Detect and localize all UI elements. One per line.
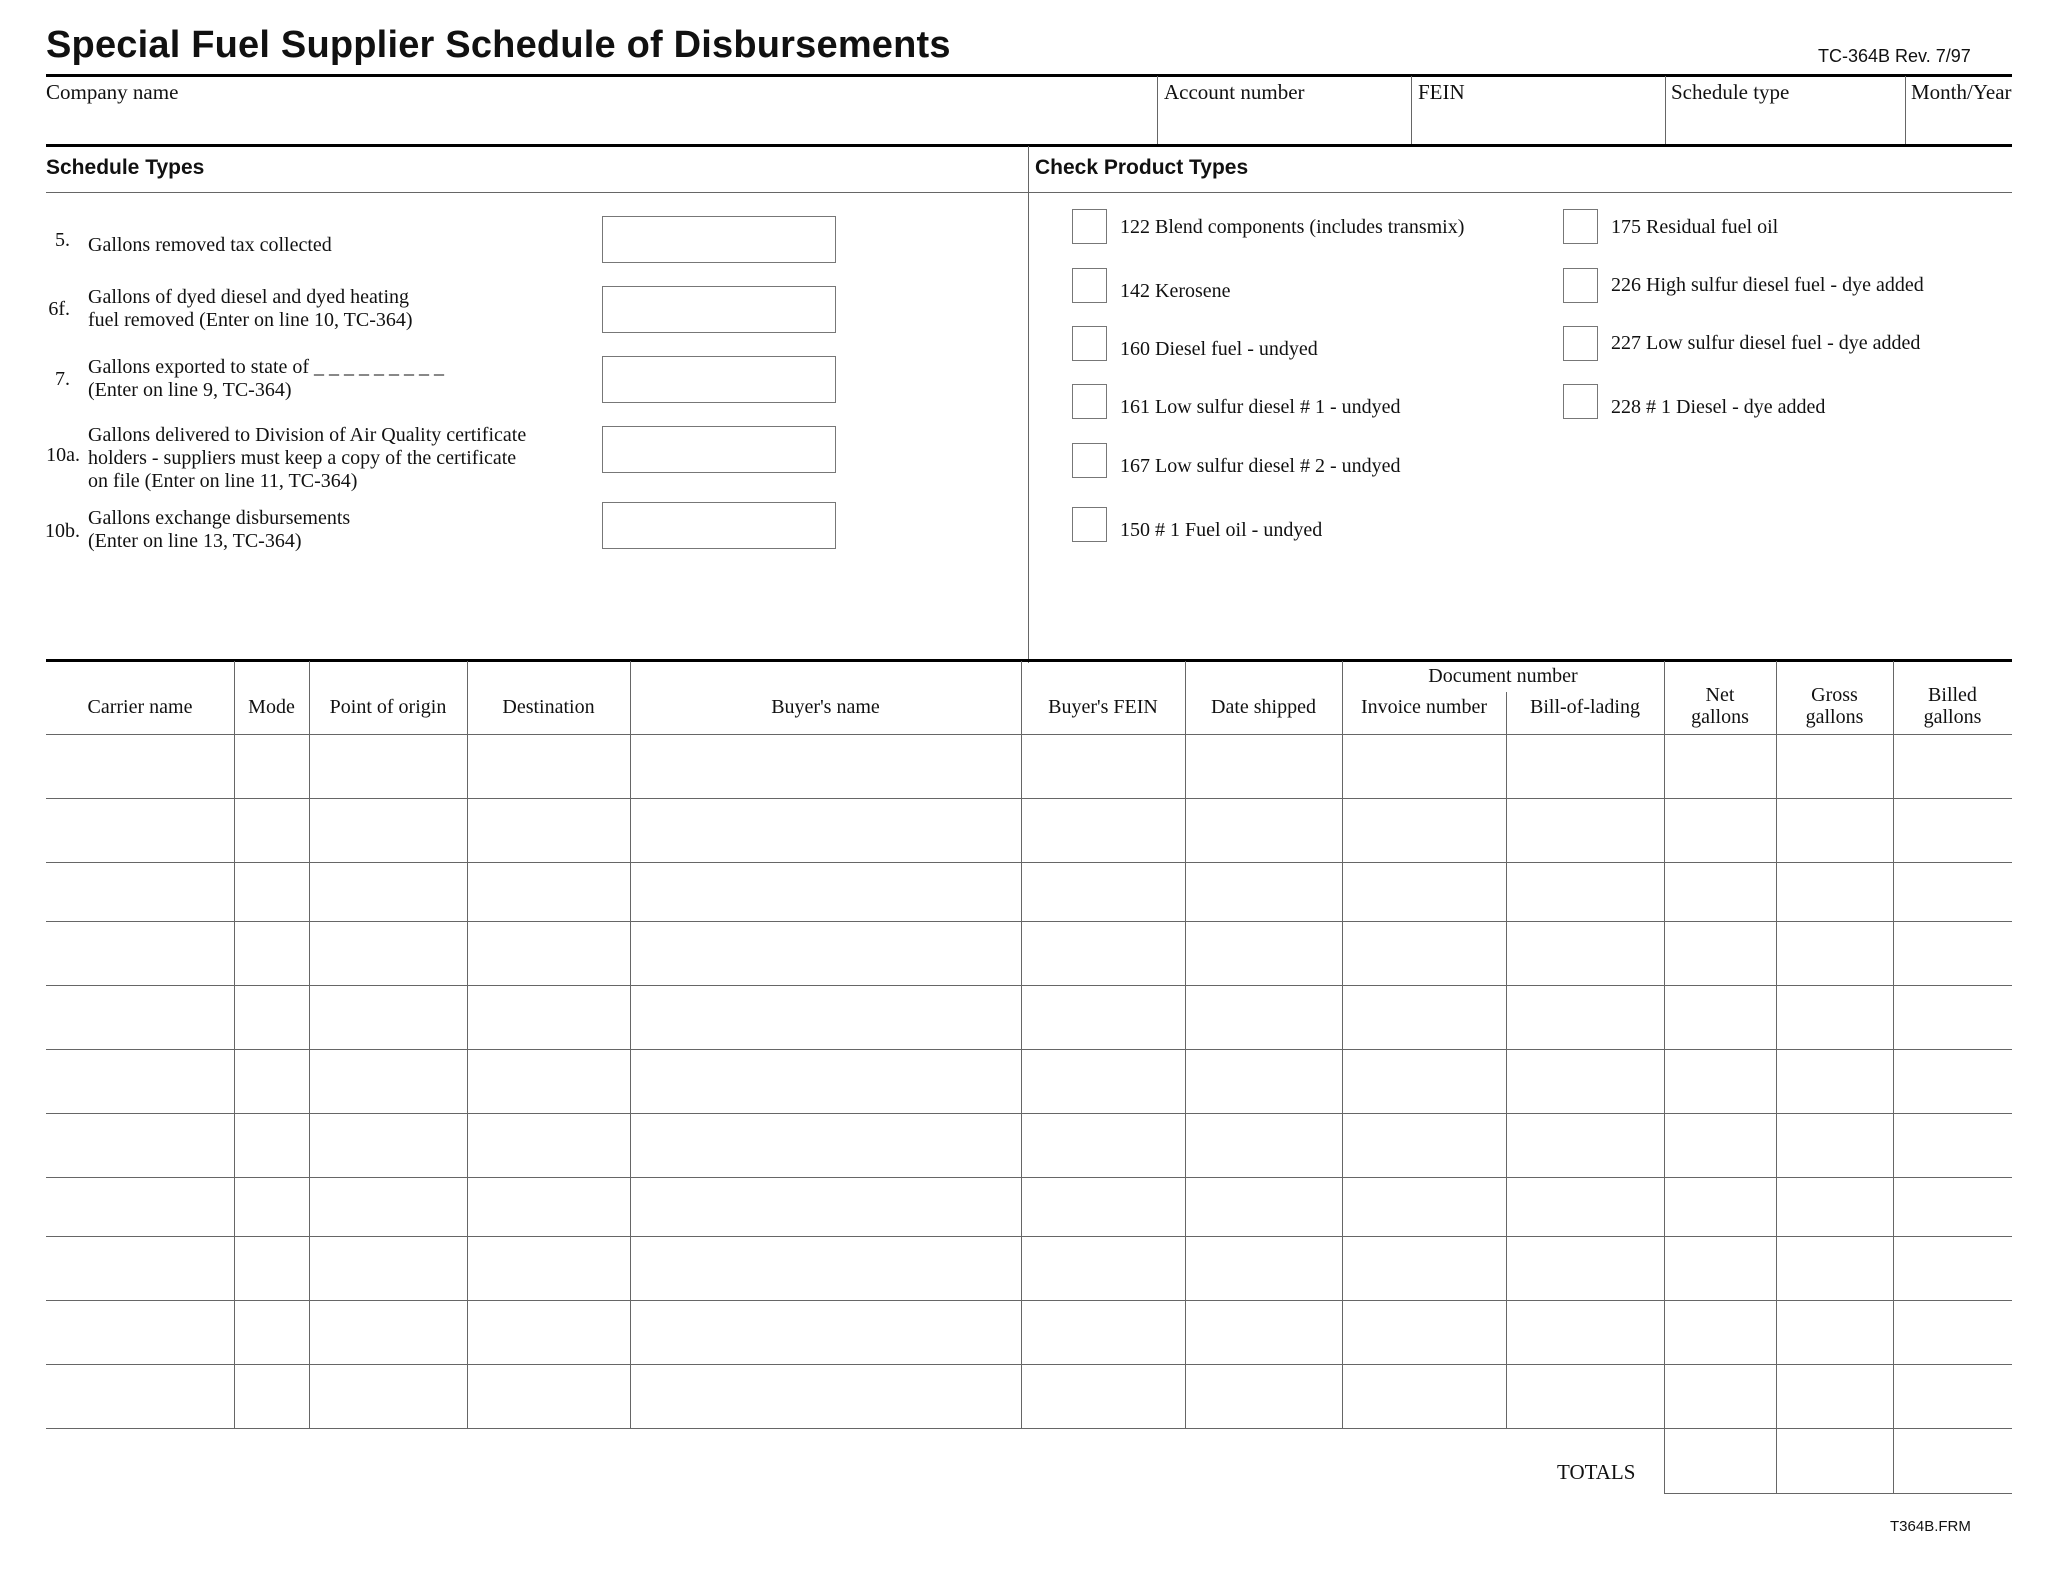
- buyer-s-name-cell[interactable]: [632, 1179, 1019, 1234]
- buyer-s-fein-cell[interactable]: [1023, 736, 1183, 796]
- line-text: Gallons removed tax collected: [88, 234, 332, 256]
- fein-label: FEIN: [1418, 80, 1465, 104]
- point-of-origin-cell[interactable]: [311, 800, 465, 860]
- gross-gallons-cell[interactable]: [1778, 1179, 1891, 1234]
- destination-cell[interactable]: [469, 800, 628, 860]
- carrier-name-cell[interactable]: [48, 800, 232, 860]
- destination-cell[interactable]: [469, 1115, 628, 1175]
- carrier-name-cell[interactable]: [48, 987, 232, 1047]
- row-divider: [46, 862, 2012, 863]
- net-gallons-cell[interactable]: [1666, 987, 1774, 1047]
- checkbox-150[interactable]: [1072, 507, 1107, 542]
- mode-cell[interactable]: [236, 1051, 307, 1111]
- point-of-origin-cell[interactable]: [311, 1051, 465, 1111]
- invoice-number-cell[interactable]: [1344, 800, 1504, 860]
- bill-of-lading-cell[interactable]: [1508, 1051, 1662, 1111]
- net-gallons-cell[interactable]: [1666, 736, 1774, 796]
- net-gallons-cell[interactable]: [1666, 864, 1774, 919]
- line-text: Gallons exchange disbursements: [88, 507, 351, 529]
- divider: [1342, 661, 1343, 1428]
- column-header-bill-of-lading: Bill-of-lading: [1530, 696, 1640, 718]
- billed-gallons-cell[interactable]: [1895, 864, 2010, 919]
- column-header-point-of-origin: Point of origin: [329, 696, 447, 718]
- net-gallons-cell[interactable]: [1666, 1238, 1774, 1298]
- date-shipped-cell[interactable]: [1187, 987, 1340, 1047]
- mode-cell[interactable]: [236, 1179, 307, 1234]
- bill-of-lading-cell[interactable]: [1508, 1238, 1662, 1298]
- buyer-s-name-cell[interactable]: [632, 987, 1019, 1047]
- line-text: Gallons of dyed diesel and dyed heating: [88, 286, 410, 308]
- line-10a-input[interactable]: [602, 426, 836, 473]
- total-net-gallons-field[interactable]: [1666, 1430, 1774, 1492]
- total-billed-gallons-field[interactable]: [1895, 1430, 2012, 1492]
- invoice-number-cell[interactable]: [1344, 1302, 1504, 1362]
- billed-gallons-cell[interactable]: [1895, 1366, 2010, 1426]
- line-label: [88, 356, 444, 402]
- column-header-carrier-name: Carrier name: [87, 696, 193, 718]
- destination-cell[interactable]: [469, 1051, 628, 1111]
- billed-gallons-cell[interactable]: [1895, 987, 2010, 1047]
- divider: [46, 144, 2012, 147]
- bill-of-lading-cell[interactable]: [1508, 987, 1662, 1047]
- column-header-invoice-number: Invoice number: [1360, 696, 1488, 718]
- buyer-s-name-cell[interactable]: [632, 1302, 1019, 1362]
- point-of-origin-cell[interactable]: [311, 987, 465, 1047]
- destination-cell[interactable]: [469, 923, 628, 983]
- net-gallons-cell[interactable]: [1666, 1179, 1774, 1234]
- month-year-field[interactable]: [1908, 104, 2012, 142]
- column-header-gross-gallons: [1776, 684, 1893, 728]
- gross-gallons-cell[interactable]: [1778, 1366, 1891, 1426]
- line-label: [88, 234, 332, 257]
- mode-cell[interactable]: [236, 864, 307, 919]
- column-header-destination: Destination: [502, 696, 595, 718]
- line-text: Gallons exported to state of _ _ _ _ _ _ _ _ _: [88, 356, 445, 378]
- gross-gallons-cell[interactable]: [1778, 1238, 1891, 1298]
- mode-cell[interactable]: [236, 1366, 307, 1426]
- checkbox-label: 167 Low sulfur diesel # 2 - undyed: [1120, 455, 1401, 477]
- carrier-name-cell[interactable]: [48, 1238, 232, 1298]
- checkbox-label: 226 High sulfur diesel fuel - dye added: [1611, 274, 1924, 296]
- invoice-number-cell[interactable]: [1344, 987, 1504, 1047]
- line-text: (Enter on line 9, TC-364): [88, 379, 292, 401]
- mode-cell[interactable]: [236, 987, 307, 1047]
- line-label: [88, 424, 526, 493]
- checkbox-227[interactable]: [1563, 326, 1598, 361]
- schedule-type-label: Schedule type: [1671, 80, 1790, 104]
- gross-gallons-cell[interactable]: [1778, 864, 1891, 919]
- buyer-s-fein-cell[interactable]: [1023, 923, 1183, 983]
- mode-cell[interactable]: [236, 1302, 307, 1362]
- carrier-name-cell[interactable]: [48, 1115, 232, 1175]
- header-text: Gross: [1811, 684, 1858, 706]
- form-number: TC-364B Rev. 7/97: [1818, 46, 1971, 66]
- buyer-s-fein-cell[interactable]: [1023, 1302, 1183, 1362]
- bill-of-lading-cell[interactable]: [1508, 800, 1662, 860]
- checkbox-175[interactable]: [1563, 209, 1598, 244]
- divider: [46, 74, 2012, 77]
- date-shipped-cell[interactable]: [1187, 1302, 1340, 1362]
- divider: [630, 661, 631, 1428]
- destination-cell[interactable]: [469, 1302, 628, 1362]
- column-header-mode: Mode: [248, 696, 295, 718]
- carrier-name-cell[interactable]: [48, 1051, 232, 1111]
- date-shipped-cell[interactable]: [1187, 736, 1340, 796]
- fein-field[interactable]: [1414, 104, 1664, 142]
- row-divider: [46, 734, 2012, 735]
- destination-cell[interactable]: [469, 864, 628, 919]
- header-text: Net: [1705, 684, 1735, 706]
- gross-gallons-cell[interactable]: [1778, 800, 1891, 860]
- column-group-document-number: Document number: [1428, 665, 1578, 687]
- company-name-label: Company name: [46, 80, 179, 104]
- net-gallons-cell[interactable]: [1666, 800, 1774, 860]
- header-text: gallons: [1691, 706, 1749, 728]
- billed-gallons-cell[interactable]: [1895, 923, 2010, 983]
- checkbox-160[interactable]: [1072, 326, 1107, 361]
- gross-gallons-cell[interactable]: [1778, 1115, 1891, 1175]
- mode-cell[interactable]: [236, 736, 307, 796]
- mode-cell[interactable]: [236, 923, 307, 983]
- mode-cell[interactable]: [236, 1238, 307, 1298]
- line-5-input[interactable]: [602, 216, 836, 263]
- checkbox-167[interactable]: [1072, 443, 1107, 478]
- destination-cell[interactable]: [469, 1238, 628, 1298]
- divider: [46, 192, 2012, 193]
- row-divider: [46, 1113, 2012, 1114]
- divider: [1411, 76, 1412, 144]
- carrier-name-cell[interactable]: [48, 923, 232, 983]
- carrier-name-cell[interactable]: [48, 736, 232, 796]
- point-of-origin-cell[interactable]: [311, 1115, 465, 1175]
- column-header-buyers-fein: Buyer's FEIN: [1048, 696, 1158, 718]
- point-of-origin-cell[interactable]: [311, 864, 465, 919]
- destination-cell[interactable]: [469, 1179, 628, 1234]
- divider: [1028, 146, 1029, 663]
- invoice-number-cell[interactable]: [1344, 864, 1504, 919]
- invoice-number-cell[interactable]: [1344, 1051, 1504, 1111]
- checkbox-122[interactable]: [1072, 209, 1107, 244]
- row-divider: [46, 985, 2012, 986]
- row-divider: [46, 1236, 2012, 1237]
- line-7-input[interactable]: [602, 356, 836, 403]
- billed-gallons-cell[interactable]: [1895, 1179, 2010, 1234]
- line-label: [88, 507, 350, 553]
- invoice-number-cell[interactable]: [1344, 923, 1504, 983]
- divider: [1021, 661, 1022, 1428]
- line-text: fuel removed (Enter on line 10, TC-364): [88, 309, 413, 331]
- buyer-s-fein-cell[interactable]: [1023, 800, 1183, 860]
- net-gallons-cell[interactable]: [1666, 1115, 1774, 1175]
- buyer-s-name-cell[interactable]: [632, 1238, 1019, 1298]
- row-divider: [46, 1177, 2012, 1178]
- account-number-label: Account number: [1164, 80, 1305, 104]
- invoice-number-cell[interactable]: [1344, 1179, 1504, 1234]
- line-number: 5.: [55, 229, 70, 251]
- invoice-number-cell[interactable]: [1344, 736, 1504, 796]
- row-divider: [46, 1300, 2012, 1301]
- mode-cell[interactable]: [236, 800, 307, 860]
- divider: [1185, 661, 1186, 1428]
- checkbox-label: 175 Residual fuel oil: [1611, 216, 1779, 238]
- destination-cell[interactable]: [469, 1366, 628, 1426]
- total-gross-gallons-field[interactable]: [1778, 1430, 1891, 1492]
- checkbox-label: 161 Low sulfur diesel # 1 - undyed: [1120, 396, 1401, 418]
- line-text: holders - suppliers must keep a copy of the certificate: [88, 447, 517, 469]
- invoice-number-cell[interactable]: [1344, 1115, 1504, 1175]
- row-divider: [46, 1364, 2012, 1365]
- page-title: Special Fuel Supplier Schedule of Disbursements: [46, 24, 951, 66]
- divider: [309, 661, 310, 1428]
- form-file-code: T364B.FRM: [1890, 1518, 1971, 1535]
- buyer-s-name-cell[interactable]: [632, 736, 1019, 796]
- net-gallons-cell[interactable]: [1666, 1366, 1774, 1426]
- header-text: Billed: [1928, 684, 1977, 706]
- destination-cell[interactable]: [469, 736, 628, 796]
- divider: [1665, 76, 1666, 144]
- bill-of-lading-cell[interactable]: [1508, 1302, 1662, 1362]
- point-of-origin-cell[interactable]: [311, 1366, 465, 1426]
- buyer-s-name-cell[interactable]: [632, 800, 1019, 860]
- line-label: [88, 286, 413, 332]
- mode-cell[interactable]: [236, 1115, 307, 1175]
- buyer-s-fein-cell[interactable]: [1023, 1238, 1183, 1298]
- destination-cell[interactable]: [469, 987, 628, 1047]
- buyer-s-fein-cell[interactable]: [1023, 1051, 1183, 1111]
- point-of-origin-cell[interactable]: [311, 1179, 465, 1234]
- date-shipped-cell[interactable]: [1187, 800, 1340, 860]
- billed-gallons-cell[interactable]: [1895, 1238, 2010, 1298]
- line-number: 10a.: [46, 444, 80, 466]
- bill-of-lading-cell[interactable]: [1508, 736, 1662, 796]
- divider: [1157, 76, 1158, 144]
- buyer-s-name-cell[interactable]: [632, 1115, 1019, 1175]
- date-shipped-cell[interactable]: [1187, 923, 1340, 983]
- buyer-s-name-cell[interactable]: [632, 864, 1019, 919]
- column-header-net-gallons: [1664, 684, 1776, 728]
- bill-of-lading-cell[interactable]: [1508, 1179, 1662, 1234]
- checkbox-label: 122 Blend components (includes transmix): [1120, 216, 1465, 238]
- invoice-number-cell[interactable]: [1344, 1238, 1504, 1298]
- checkbox-226[interactable]: [1563, 268, 1598, 303]
- buyer-s-fein-cell[interactable]: [1023, 864, 1183, 919]
- line-number: 7.: [55, 368, 70, 390]
- billed-gallons-cell[interactable]: [1895, 1302, 2010, 1362]
- checkbox-label: 160 Diesel fuel - undyed: [1120, 338, 1318, 360]
- row-divider: [46, 921, 2012, 922]
- net-gallons-cell[interactable]: [1666, 923, 1774, 983]
- line-text: on file (Enter on line 11, TC-364): [88, 470, 358, 492]
- buyer-s-name-cell[interactable]: [632, 1051, 1019, 1111]
- date-shipped-cell[interactable]: [1187, 864, 1340, 919]
- schedule-type-field[interactable]: [1668, 104, 1904, 142]
- divider: [1776, 661, 1777, 1493]
- point-of-origin-cell[interactable]: [311, 923, 465, 983]
- column-header-billed-gallons: [1893, 684, 2012, 728]
- carrier-name-cell[interactable]: [48, 1366, 232, 1426]
- checkbox-228[interactable]: [1563, 384, 1598, 419]
- line-number: 10b.: [45, 520, 80, 542]
- month-year-label: Month/Year: [1911, 80, 2012, 104]
- product-types-heading: Check Product Types: [1035, 156, 1249, 179]
- billed-gallons-cell[interactable]: [1895, 736, 2010, 796]
- divider: [467, 661, 468, 1428]
- column-header-date-shipped: Date shipped: [1211, 696, 1316, 718]
- row-divider: [46, 1049, 2012, 1050]
- divider: [1506, 692, 1507, 1428]
- point-of-origin-cell[interactable]: [311, 1238, 465, 1298]
- bill-of-lading-cell[interactable]: [1508, 1366, 1662, 1426]
- header-text: gallons: [1923, 706, 1982, 728]
- column-header-buyers-name: Buyer's name: [771, 696, 880, 718]
- buyer-s-fein-cell[interactable]: [1023, 1115, 1183, 1175]
- schedule-types-heading: Schedule Types: [46, 156, 205, 179]
- buyer-s-fein-cell[interactable]: [1023, 1366, 1183, 1426]
- divider: [1664, 661, 1665, 1493]
- checkbox-161[interactable]: [1072, 384, 1107, 419]
- date-shipped-cell[interactable]: [1187, 1179, 1340, 1234]
- account-number-field[interactable]: [1160, 104, 1410, 142]
- net-gallons-cell[interactable]: [1666, 1302, 1774, 1362]
- row-divider: [46, 798, 2012, 799]
- date-shipped-cell[interactable]: [1187, 1115, 1340, 1175]
- invoice-number-cell[interactable]: [1344, 1366, 1504, 1426]
- buyer-s-name-cell[interactable]: [632, 923, 1019, 983]
- buyer-s-fein-cell[interactable]: [1023, 987, 1183, 1047]
- net-gallons-cell[interactable]: [1666, 1051, 1774, 1111]
- point-of-origin-cell[interactable]: [311, 1302, 465, 1362]
- line-number: 6f.: [48, 298, 70, 320]
- bill-of-lading-cell[interactable]: [1508, 864, 1662, 919]
- carrier-name-cell[interactable]: [48, 1302, 232, 1362]
- header-text: gallons: [1805, 706, 1864, 728]
- date-shipped-cell[interactable]: [1187, 1238, 1340, 1298]
- totals-label: TOTALS: [1557, 1460, 1636, 1484]
- divider: [1893, 661, 1894, 1493]
- date-shipped-cell[interactable]: [1187, 1366, 1340, 1426]
- gross-gallons-cell[interactable]: [1778, 1302, 1891, 1362]
- checkbox-142[interactable]: [1072, 268, 1107, 303]
- divider: [46, 659, 2012, 662]
- line-10b-input[interactable]: [602, 502, 836, 549]
- checkbox-label: 228 # 1 Diesel - dye added: [1611, 396, 1826, 418]
- line-text: (Enter on line 13, TC-364): [88, 530, 302, 552]
- row-divider: [46, 1428, 2012, 1429]
- divider: [1664, 1493, 2012, 1494]
- checkbox-label: 150 # 1 Fuel oil - undyed: [1120, 519, 1323, 541]
- billed-gallons-cell[interactable]: [1895, 1115, 2010, 1175]
- checkbox-label: 227 Low sulfur diesel fuel - dye added: [1611, 332, 1921, 354]
- gross-gallons-cell[interactable]: [1778, 1051, 1891, 1111]
- bill-of-lading-cell[interactable]: [1508, 923, 1662, 983]
- buyer-s-fein-cell[interactable]: [1023, 1179, 1183, 1234]
- bill-of-lading-cell[interactable]: [1508, 1115, 1662, 1175]
- gross-gallons-cell[interactable]: [1778, 923, 1891, 983]
- line-text: Gallons delivered to Division of Air Quality certificate: [88, 424, 527, 446]
- buyer-s-name-cell[interactable]: [632, 1366, 1019, 1426]
- divider: [1905, 76, 1906, 144]
- point-of-origin-cell[interactable]: [311, 736, 465, 796]
- billed-gallons-cell[interactable]: [1895, 800, 2010, 860]
- gross-gallons-cell[interactable]: [1778, 736, 1891, 796]
- line-6f-input[interactable]: [602, 286, 836, 333]
- carrier-name-cell[interactable]: [48, 1179, 232, 1234]
- divider: [234, 661, 235, 1428]
- carrier-name-cell[interactable]: [48, 864, 232, 919]
- date-shipped-cell[interactable]: [1187, 1051, 1340, 1111]
- checkbox-label: 142 Kerosene: [1120, 280, 1231, 302]
- company-name-field[interactable]: [46, 104, 1156, 142]
- billed-gallons-cell[interactable]: [1895, 1051, 2010, 1111]
- gross-gallons-cell[interactable]: [1778, 987, 1891, 1047]
